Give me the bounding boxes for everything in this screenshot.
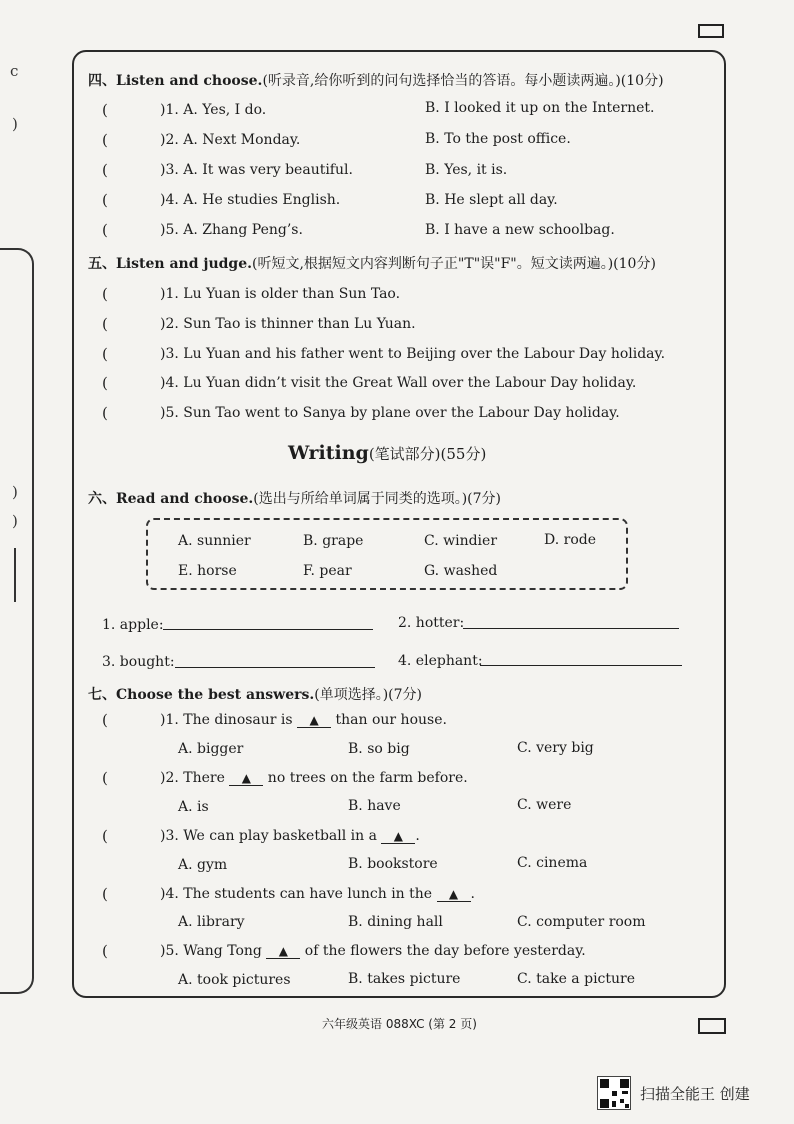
option-a: )5. A. Zhang Peng’s. [160, 222, 303, 238]
choice-b: B. have [348, 798, 401, 814]
answer-paren[interactable]: ( [102, 404, 108, 422]
choice-c: C. very big [517, 740, 594, 756]
blank-triangle: ▲ [297, 713, 331, 728]
option-b: B. I have a new schoolbag. [425, 222, 615, 238]
corner-box-top [698, 24, 724, 38]
page-footer: 六年级英语 088XC (第 2 页) [322, 1017, 477, 1031]
option-b: B. I looked it up on the Internet. [425, 100, 655, 116]
option-a: )3. A. It was very beautiful. [160, 162, 353, 178]
word-option: A. sunnier [178, 533, 251, 549]
choice-b: B. takes picture [348, 971, 461, 987]
answer-paren[interactable]: ( [102, 769, 108, 787]
scanner-watermark: 扫描全能王 创建 [640, 1085, 750, 1103]
margin-mark: ) [12, 483, 18, 501]
choice-a: A. bigger [178, 741, 244, 757]
blank-triangle: ▲ [381, 829, 415, 844]
qr-code-icon [597, 1076, 631, 1110]
statement: )5. Sun Tao went to Sanya by plane over the Labour Day holiday. [160, 405, 620, 421]
question-stem: )5. Wang Tong ▲ of the flowers the day before yesterday. [160, 943, 586, 959]
word-options-box [146, 518, 628, 590]
choice-c: C. cinema [517, 855, 588, 871]
word-option: B. grape [303, 533, 364, 549]
answer-paren[interactable]: ( [102, 827, 108, 845]
choice-c: C. computer room [517, 914, 646, 930]
option-b: B. Yes, it is. [425, 162, 508, 178]
margin-mark: c [10, 62, 19, 80]
choice-b: B. dining hall [348, 914, 443, 930]
writing-heading: Writing(笔试部分)(55分) [288, 442, 487, 464]
answer-paren[interactable]: ( [102, 221, 108, 239]
question-stem: )3. We can play basketball in a ▲ . [160, 828, 420, 844]
choice-a: A. is [178, 799, 209, 815]
option-a: )4. A. He studies English. [160, 192, 341, 208]
answer-blank[interactable] [175, 667, 375, 668]
choice-b: B. bookstore [348, 856, 438, 872]
blank-triangle: ▲ [266, 944, 300, 959]
section6-title: 六、Read and choose.(选出与所给单词属于同类的选项。)(7分) [88, 491, 501, 507]
answer-paren[interactable]: ( [102, 374, 108, 392]
option-b: B. He slept all day. [425, 192, 558, 208]
answer-paren[interactable]: ( [102, 285, 108, 303]
option-a: )2. A. Next Monday. [160, 132, 301, 148]
blank-triangle: ▲ [229, 771, 263, 786]
choice-a: A. library [178, 914, 245, 930]
option-b: B. To the post office. [425, 131, 571, 147]
word-option: D. rode [544, 532, 596, 548]
statement: )1. Lu Yuan is older than Sun Tao. [160, 286, 401, 302]
binding-bracket [0, 248, 34, 994]
word-option: C. windier [424, 533, 498, 549]
answer-blank[interactable] [163, 629, 373, 630]
section7-title: 七、Choose the best answers.(单项选择。)(7分) [88, 687, 422, 703]
answer-paren[interactable]: ( [102, 191, 108, 209]
answer-paren[interactable]: ( [102, 131, 108, 149]
statement: )3. Lu Yuan and his father went to Beijing over the Labour Day holiday. [160, 346, 666, 362]
classify-question: 1. apple: [102, 617, 164, 633]
question-stem: )4. The students can have lunch in the ▲ . [160, 886, 475, 902]
choice-a: A. took pictures [178, 972, 291, 988]
word-option: G. washed [424, 563, 498, 579]
binding-tick [14, 548, 16, 602]
statement: )4. Lu Yuan didn’t visit the Great Wall over the Labour Day holiday. [160, 375, 637, 391]
answer-paren[interactable]: ( [102, 161, 108, 179]
classify-question: 2. hotter: [398, 615, 465, 631]
option-a: )1. A. Yes, I do. [160, 102, 267, 118]
blank-triangle: ▲ [437, 887, 471, 902]
section4-title: 四、Listen and choose.(听录音,给你听到的问句选择恰当的答语。每小题读两遍。)(10分) [88, 73, 664, 89]
choice-c: C. take a picture [517, 971, 636, 987]
answer-paren[interactable]: ( [102, 942, 108, 960]
question-stem: )2. There ▲ no trees on the farm before. [160, 770, 468, 786]
word-option: F. pear [303, 563, 352, 579]
answer-paren[interactable]: ( [102, 711, 108, 729]
choice-a: A. gym [178, 857, 228, 873]
answer-blank[interactable] [463, 628, 679, 629]
classify-question: 3. bought: [102, 654, 175, 670]
choice-c: C. were [517, 797, 572, 813]
margin-mark: ) [12, 512, 18, 530]
corner-box-bottom [698, 1018, 726, 1034]
statement: )2. Sun Tao is thinner than Lu Yuan. [160, 316, 416, 332]
answer-blank[interactable] [480, 665, 682, 666]
answer-paren[interactable]: ( [102, 315, 108, 333]
classify-question: 4. elephant: [398, 653, 483, 669]
margin-mark: ) [12, 115, 18, 133]
word-option: E. horse [178, 563, 237, 579]
answer-paren[interactable]: ( [102, 885, 108, 903]
question-stem: )1. The dinosaur is ▲ than our house. [160, 712, 447, 728]
answer-paren[interactable]: ( [102, 345, 108, 363]
answer-paren[interactable]: ( [102, 101, 108, 119]
section5-title: 五、Listen and judge.(听短文,根据短文内容判断句子正"T"误"F"。短文读两遍。)(10分) [88, 256, 656, 272]
choice-b: B. so big [348, 741, 410, 757]
